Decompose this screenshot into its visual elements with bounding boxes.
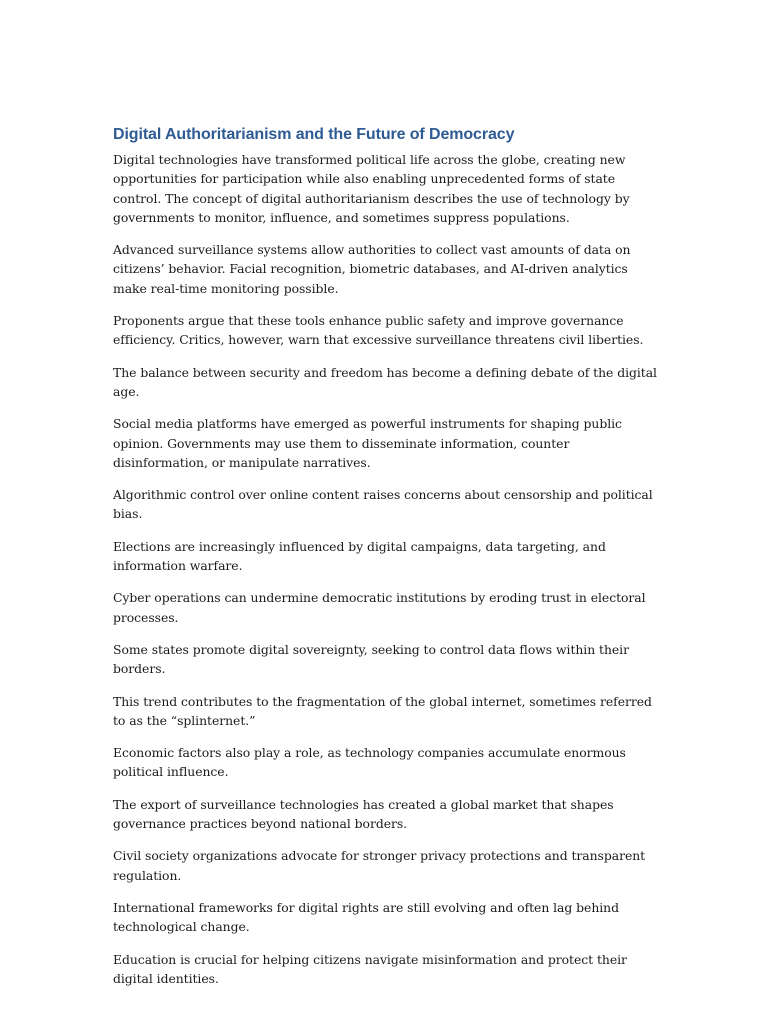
paragraph: This trend contributes to the fragmentation of the global internet, sometimes referred to as the “splinternet.” xyxy=(113,693,652,728)
paragraph: Some states promote digital sovereignty, seeking to control data flows within their borders. xyxy=(113,641,629,677)
paragraph: The export of surveillance technologies has created a global market that shapes governance practices beyond national borders. xyxy=(113,796,614,832)
paragraph: Economic factors also play a role, as technology companies accumulate enormous political influence. xyxy=(113,745,626,780)
paragraph: Proponents argue that these tools enhance public safety and improve governance efficiency. Critics, however, warn that excessive surveillance threatens civil liberties. xyxy=(113,313,644,348)
paragraph: The balance between security and freedom has become a defining debate of the digital age. xyxy=(113,364,657,399)
paragraph: Education is crucial for helping citizens navigate misinformation and protect their digital identities. xyxy=(113,951,627,986)
paragraph: Algorithmic control over online content raises concerns about censorship and political bias. xyxy=(113,487,653,522)
paragraph: Advanced surveillance systems allow authorities to collect vast amounts of data on citizens’ behavior. Facial recognition, biometric databases, and AI-driven analytics make real-time monitoring possible. xyxy=(113,242,631,296)
paragraph: International frameworks for digital rights are still evolving and often lag behind technological change. xyxy=(113,899,619,935)
document-title: Digital Authoritarianism and the Future of Democracy xyxy=(113,126,515,143)
paragraph: Social media platforms have emerged as powerful instruments for shaping public opinion. Governments may use them to disseminate information, counter disinformation, or manipulate narratives. xyxy=(113,416,622,470)
paragraph: Cyber operations can undermine democratic institutions by eroding trust in electoral processes. xyxy=(113,590,646,625)
paragraph: Elections are increasingly influenced by digital campaigns, data targeting, and information warfare. xyxy=(113,538,606,574)
document-page xyxy=(113,124,661,1001)
paragraph: Digital technologies have transformed political life across the globe, creating new opportunities for participation while also enabling unprecedented forms of state control. The concept of digital authoritarianism describes the use of technology by governments to monitor, influence, and sometimes suppress populations. xyxy=(113,152,630,225)
paragraph: Civil society organizations advocate for stronger privacy protections and transparent regulation. xyxy=(113,848,646,883)
